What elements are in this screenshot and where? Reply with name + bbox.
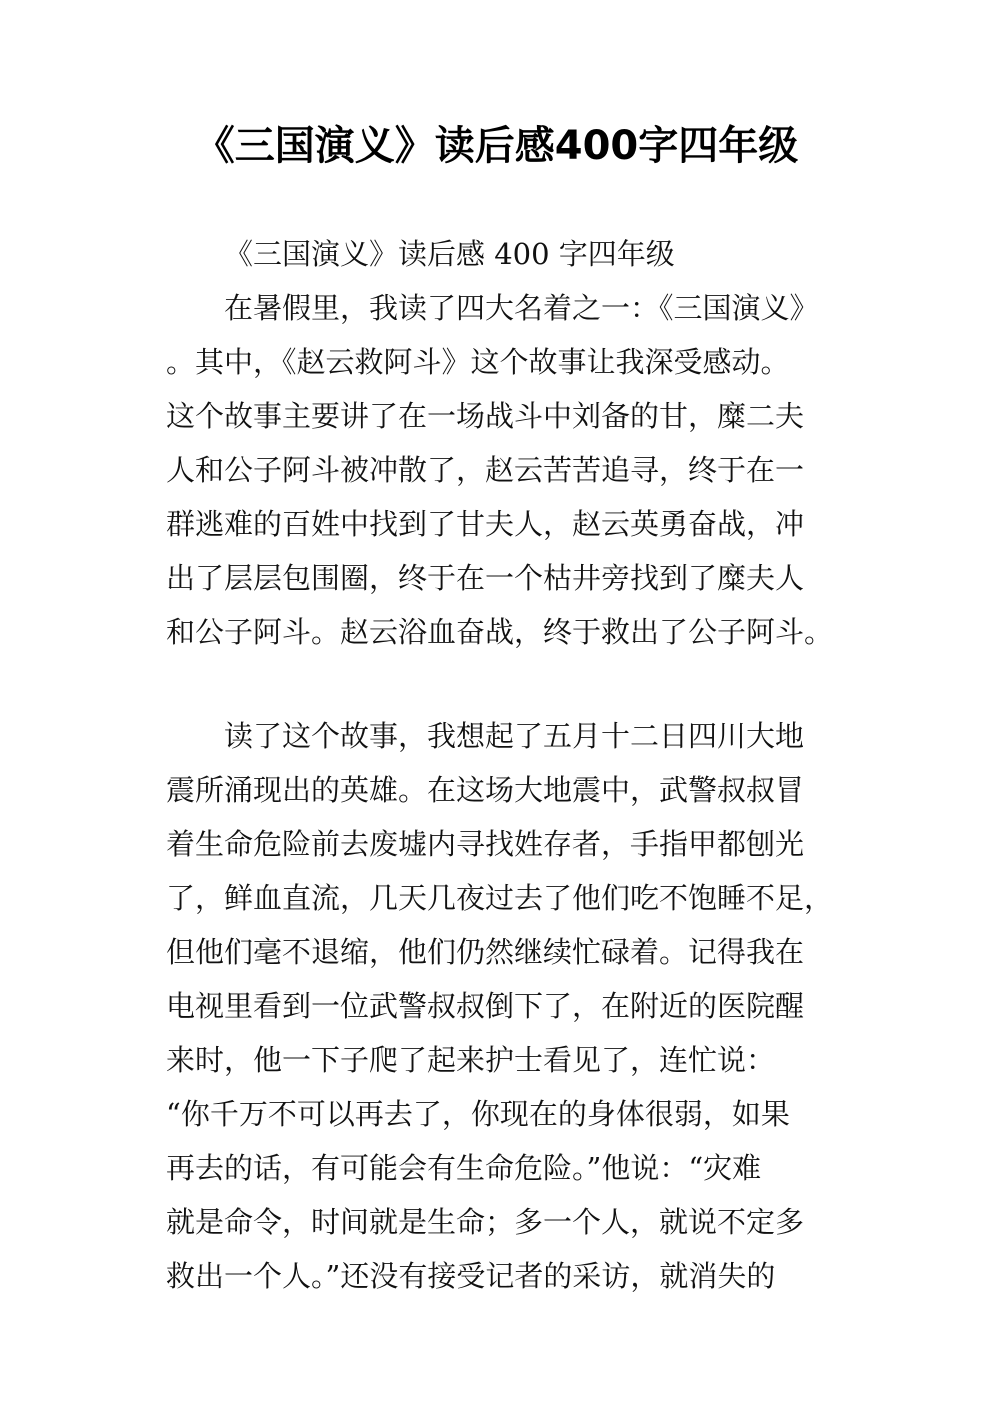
body-line: 群逃难的百姓中找到了甘夫人，赵云英勇奋战，冲 bbox=[166, 507, 805, 541]
body-line: 和公子阿斗。赵云浴血奋战，终于救出了公子阿斗。 bbox=[166, 615, 834, 649]
body-line: 。其中，《赵云救阿斗》这个故事让我深受感动。 bbox=[166, 345, 790, 379]
body-line: 了，鲜血直流，几天几夜过去了他们吃不饱睡不足， bbox=[166, 881, 834, 915]
body-line: 再去的话，有可能会有生命危险。”他说：“灾难 bbox=[166, 1151, 762, 1185]
body-line: 但他们毫不退缩，他们仍然继续忙碌着。记得我在 bbox=[166, 935, 805, 969]
body-line: 救出一个人。”还没有接受记者的采访，就消失的 bbox=[166, 1259, 776, 1293]
body-line: 《三国演义》读后感 400 字四年级 bbox=[224, 237, 675, 271]
body-line: 人和公子阿斗被冲散了，赵云苦苦追寻，终于在一 bbox=[166, 453, 805, 487]
body-line: 电视里看到一位武警叔叔倒下了，在附近的医院醒 bbox=[166, 989, 805, 1023]
body-line: 震所涌现出的英雄。在这场大地震中，武警叔叔冒 bbox=[166, 773, 805, 807]
body-line: 着生命危险前去废墟内寻找姓存者，手指甲都刨光 bbox=[166, 827, 805, 861]
document-title: 《三国演义》读后感400字四年级 bbox=[194, 123, 799, 169]
body-line: 就是命令，时间就是生命；多一个人，就说不定多 bbox=[166, 1205, 805, 1239]
body-line: 出了层层包围圈，终于在一个枯井旁找到了糜夫人 bbox=[166, 561, 805, 595]
body-line: “你千万不可以再去了，你现在的身体很弱，如果 bbox=[166, 1097, 790, 1131]
body-line: 读了这个故事，我想起了五月十二日四川大地 bbox=[224, 719, 805, 753]
body-line: 来时，他一下子爬了起来护士看见了，连忙说： bbox=[166, 1043, 776, 1077]
body-line: 在暑假里，我读了四大名着之一：《三国演义》 bbox=[224, 291, 819, 325]
body-line: 这个故事主要讲了在一场战斗中刘备的甘，糜二夫 bbox=[166, 399, 805, 433]
